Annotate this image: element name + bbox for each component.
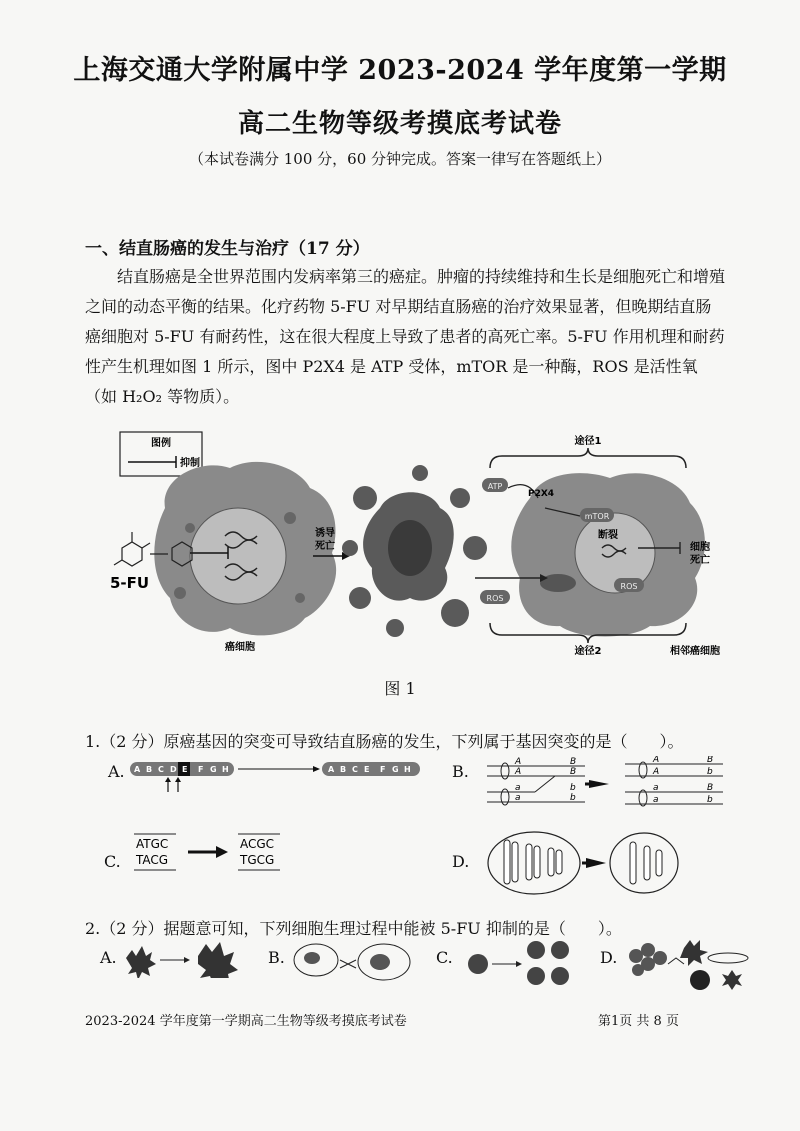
- section-heading: 一、结直肠癌的发生与治疗（17 分）: [85, 239, 370, 259]
- chrom-a-6: F: [198, 765, 204, 774]
- q1-option-c-figure: [130, 826, 300, 876]
- exam-title-line2: 高二生物等级考摸底考试卷: [237, 109, 562, 139]
- dna-before-top: ATGC: [136, 837, 169, 851]
- b-before-2: B: [570, 757, 577, 767]
- chrom-b-1: A: [328, 765, 335, 774]
- dna-before-bottom: TACG: [136, 853, 169, 867]
- b-after-7: a: [653, 795, 659, 805]
- b-before-8: b: [570, 793, 576, 803]
- q2-option-c-figure: [464, 936, 584, 992]
- b-after-8: b: [707, 795, 713, 805]
- cell-death-label-2: 死亡: [690, 555, 710, 566]
- b-before-5: a: [515, 783, 521, 793]
- chrom-a-8: H: [222, 765, 229, 774]
- ros-label-outside: ROS: [486, 594, 504, 603]
- exam-title-line1: 上海交通大学附属中学 2023-2024 学年度第一学期: [73, 55, 727, 86]
- cancer-cell-label: 癌细胞: [225, 642, 255, 653]
- pathway1-label: 途径1: [574, 436, 602, 447]
- section-intro: [85, 262, 725, 412]
- question-2-stem: 2.（2 分）据题意可知，下列细胞生理过程中能被 5-FU 抑制的是（ ）。: [85, 919, 622, 938]
- q1-option-a-label: A.: [108, 762, 125, 781]
- question-1-stem: 1.（2 分）原癌基因的突变可导致结直肠癌的发生，下列属于基因突变的是（ ）。: [85, 732, 684, 751]
- mtor-label: mTOR: [584, 512, 610, 521]
- chrom-a-1: A: [134, 765, 141, 774]
- chrom-b-3: C: [352, 765, 358, 774]
- intro-paragraph: 结直肠癌是全世界范围内发病率第三的癌症。肿瘤的持续维持和生长是细胞死亡和增殖之间的动态平衡的结果。化疗药物 5-FU 对早期结直肠癌的治疗效果显著，但晚期结直肠癌细胞对 5-FU 有耐药性，这在很大程度上导致了患者的高死亡率。5-FU 作用机理和耐药性产生机理如图 1 所示，图中 P2X4 是 ATP 受体，mTOR 是一种酶，ROS 是活性氧（如 H₂O₂ 等物质）。: [85, 267, 726, 406]
- chrom-b-7: H: [404, 765, 411, 774]
- figure-1: [110, 428, 730, 660]
- break-label: 断裂: [598, 530, 618, 541]
- q2-option-a-label: A.: [100, 948, 117, 967]
- b-before-7: a: [515, 793, 521, 803]
- b-after-5: a: [653, 783, 659, 793]
- q1-option-b-figure: [485, 756, 725, 814]
- b-after-4: b: [707, 767, 713, 777]
- b-after-6: B: [707, 783, 714, 793]
- legend-inhibit: 抑制: [180, 458, 200, 469]
- figure-caption: 图 1: [384, 679, 416, 698]
- 5fu-molecule-icon: [114, 532, 150, 566]
- q1-option-d-figure: [486, 830, 716, 896]
- q2-option-d-figure: [624, 936, 754, 994]
- induce-label-2: 死亡: [315, 541, 335, 552]
- footer-page-number: 第1页 共 8 页: [598, 1014, 679, 1029]
- dna-after-bottom: TGCG: [240, 853, 275, 867]
- b-after-1: A: [653, 756, 660, 765]
- pathway2-label: 途径2: [574, 646, 602, 657]
- ros-label-inside: ROS: [620, 582, 638, 591]
- b-before-3: A: [515, 767, 522, 777]
- b-after-2: B: [707, 756, 714, 765]
- p2x4-label: P2X4: [528, 489, 555, 499]
- neighbor-cell-label: 相邻癌细胞: [670, 646, 720, 657]
- chrom-b-5: F: [380, 765, 386, 774]
- chrom-a-4: D: [170, 765, 177, 774]
- q1-option-a-figure: [128, 758, 428, 800]
- q2-option-b-label: B.: [268, 948, 285, 967]
- q1-option-b-label: B.: [452, 762, 469, 781]
- b-before-6: b: [570, 783, 576, 793]
- q1-option-d-label: D.: [452, 852, 470, 871]
- chrom-b-4: E: [364, 765, 370, 774]
- chrom-a-7: G: [210, 765, 217, 774]
- exam-note: （本试卷满分 100 分，60 分钟完成。答案一律写在答题纸上）: [188, 150, 612, 168]
- q1-option-c-label: C.: [104, 852, 121, 871]
- footer-exam-name: 2023-2024 学年度第一学期高二生物等级考摸底考试卷: [85, 1014, 407, 1029]
- dna-after-top: ACGC: [240, 837, 275, 851]
- q2-option-c-label: C.: [436, 948, 453, 967]
- chrom-a-5: E: [182, 765, 188, 774]
- cancer-cell-nucleus: [190, 508, 286, 604]
- b-after-3: A: [653, 767, 660, 777]
- atp-label: ATP: [487, 482, 503, 491]
- b-before-1: A: [515, 757, 522, 767]
- chrom-a-2: B: [146, 765, 153, 774]
- q2-option-d-label: D.: [600, 948, 618, 967]
- induce-label-1: 诱导: [315, 528, 335, 539]
- chrom-b-6: G: [392, 765, 399, 774]
- chrom-b-2: B: [340, 765, 347, 774]
- q2-option-a-figure: [120, 940, 240, 978]
- drug-label: 5-FU: [110, 574, 150, 592]
- chrom-a-3: C: [158, 765, 164, 774]
- q2-option-b-figure: [290, 938, 420, 984]
- legend-title: 图例: [151, 438, 171, 449]
- cell-death-label-1: 细胞: [690, 542, 710, 553]
- b-before-4: B: [570, 767, 577, 777]
